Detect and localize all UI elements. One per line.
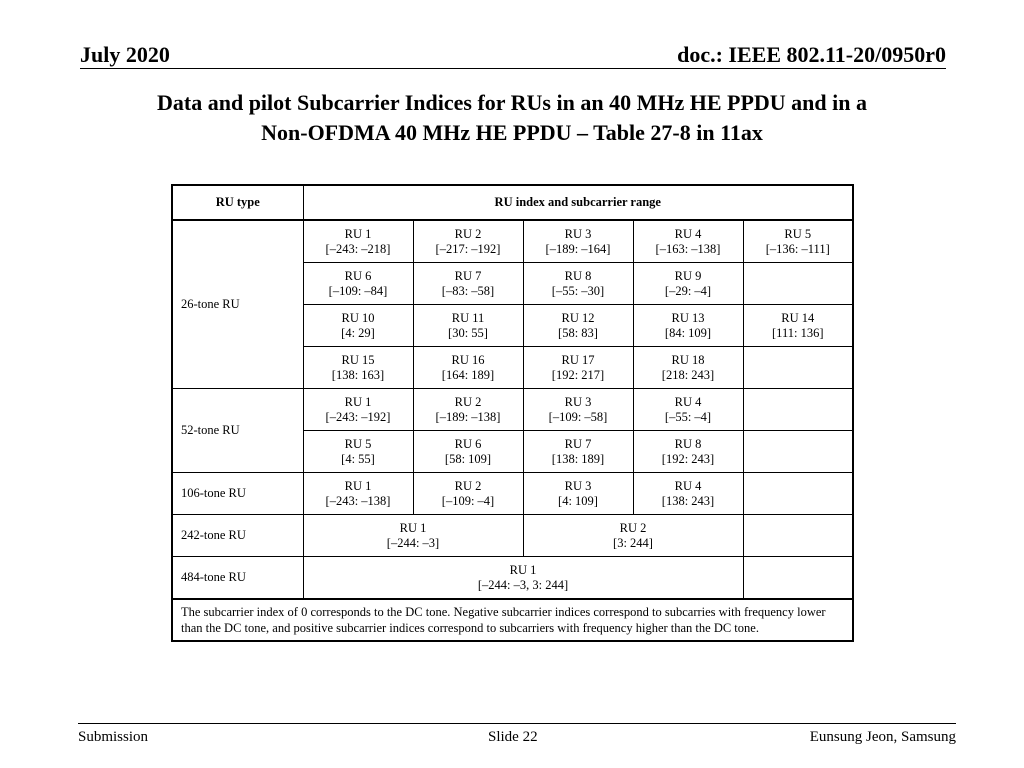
ru-index: RU 5 [784, 226, 812, 241]
ru-range: [–244: –3] [386, 535, 440, 550]
header-ru-type: RU type [172, 185, 303, 220]
ru-cell [413, 473, 523, 515]
ru-range: [–189: –164] [545, 241, 611, 256]
ru-cell [523, 473, 633, 515]
ru-range: [138: 189] [551, 451, 605, 466]
table-row [172, 515, 853, 557]
ru-range: [4: 29] [341, 325, 375, 340]
ru-cell [523, 515, 743, 557]
slide-title [60, 88, 964, 148]
ru-index: RU 4 [674, 394, 702, 409]
ru-range: [–136: –111] [765, 241, 830, 256]
ru-subcarrier-table [171, 184, 854, 642]
ru-index: RU 1 [399, 520, 427, 535]
ru-range: [192: 243] [661, 451, 715, 466]
ru-range: [218: 243] [661, 367, 715, 382]
ru-range: [138: 163] [331, 367, 385, 382]
header-divider [80, 68, 946, 69]
ru-index: RU 10 [341, 310, 375, 325]
ru-index: RU 7 [564, 436, 592, 451]
ru-range: [–244: –3, 3: 244] [477, 577, 569, 592]
ru-index: RU 1 [509, 562, 537, 577]
ru-index: RU 9 [674, 268, 702, 283]
ru-cell [303, 515, 523, 557]
ru-range: [58: 109] [444, 451, 492, 466]
ru-index: RU 12 [561, 310, 595, 325]
ru-type-26: 26-tone RU [172, 220, 303, 389]
ru-index: RU 3 [564, 226, 592, 241]
ru-range: [–109: –4] [441, 493, 495, 508]
ru-index: RU 3 [564, 478, 592, 493]
empty-cell [743, 263, 853, 305]
ru-index: RU 5 [344, 436, 372, 451]
ru-range: [192: 217] [551, 367, 605, 382]
ru-index: RU 4 [674, 226, 702, 241]
ru-cell [523, 263, 633, 305]
ru-cell [303, 347, 413, 389]
footer-submission: Submission [78, 729, 149, 745]
ru-cell [303, 389, 413, 431]
ru-range: [–163: –138] [655, 241, 721, 256]
ru-index: RU 11 [451, 310, 485, 325]
ru-cell [413, 431, 523, 473]
ru-cell [633, 263, 743, 305]
ru-index: RU 8 [674, 436, 702, 451]
table-row [172, 389, 853, 431]
ru-index: RU 18 [671, 352, 705, 367]
ru-cell [523, 389, 633, 431]
ru-index: RU 14 [781, 310, 815, 325]
ru-range: [4: 109] [558, 493, 598, 508]
ru-index: RU 3 [564, 394, 592, 409]
ru-index: RU 7 [454, 268, 482, 283]
ru-cell [303, 263, 413, 305]
table-row [172, 220, 853, 263]
ru-cell [413, 305, 523, 347]
footer-author: Eunsung Jeon, Samsung [809, 729, 956, 745]
ru-range: [58: 83] [558, 325, 598, 340]
ru-cell [633, 431, 743, 473]
ru-range: [–55: –30] [551, 283, 605, 298]
ru-cell [413, 263, 523, 305]
ru-range: [164: 189] [441, 367, 495, 382]
footer-divider [78, 723, 956, 724]
ru-cell [633, 305, 743, 347]
ru-index: RU 1 [344, 226, 372, 241]
ru-range: [–217: –192] [435, 241, 501, 256]
ru-cell [523, 220, 633, 263]
ru-cell [303, 473, 413, 515]
empty-cell [743, 515, 853, 557]
ru-index: RU 6 [344, 268, 372, 283]
ru-cell [523, 347, 633, 389]
ru-range: [–189: –138] [435, 409, 501, 424]
ru-range: [–29: –4] [664, 283, 712, 298]
ru-cell [523, 431, 633, 473]
ru-index: RU 1 [344, 394, 372, 409]
slide-title-line-2: Non-OFDMA 40 MHz HE PPDU – Table 27-8 in 11ax [261, 120, 763, 145]
ru-cell [633, 473, 743, 515]
ru-cell [413, 389, 523, 431]
ru-range: [4: 55] [341, 451, 375, 466]
ru-range: [3: 244] [613, 535, 653, 550]
ru-cell [633, 220, 743, 263]
ru-index: RU 6 [454, 436, 482, 451]
empty-cell [743, 557, 853, 600]
footer-slide-number: Slide 22 [488, 729, 538, 745]
ru-cell [413, 347, 523, 389]
ru-type-106: 106-tone RU [172, 473, 303, 515]
table-row [172, 557, 853, 600]
ru-cell [303, 305, 413, 347]
header-date: July 2020 [80, 42, 170, 67]
ru-index: RU 16 [451, 352, 485, 367]
ru-range: [111: 136] [772, 325, 824, 340]
ru-range: [–109: –84] [328, 283, 388, 298]
ru-index: RU 2 [454, 478, 482, 493]
ru-cell [633, 347, 743, 389]
ru-type-52: 52-tone RU [172, 389, 303, 473]
ru-index: RU 13 [671, 310, 705, 325]
ru-cell [413, 220, 523, 263]
ru-range: [138: 243] [661, 493, 715, 508]
empty-cell [743, 347, 853, 389]
ru-range: [–243: –192] [325, 409, 391, 424]
table-row [172, 473, 853, 515]
ru-range: [84: 109] [664, 325, 712, 340]
ru-cell [743, 305, 853, 347]
ru-cell [743, 220, 853, 263]
ru-index: RU 2 [454, 394, 482, 409]
ru-range: [30: 55] [448, 325, 488, 340]
ru-range: [–109: –58] [548, 409, 608, 424]
ru-cell [303, 220, 413, 263]
ru-type-484: 484-tone RU [172, 557, 303, 600]
ru-cell [523, 305, 633, 347]
ru-index: RU 2 [619, 520, 647, 535]
ru-cell [633, 389, 743, 431]
ru-range: [–55: –4] [664, 409, 712, 424]
ru-index: RU 15 [341, 352, 375, 367]
ru-index: RU 4 [674, 478, 702, 493]
ru-index: RU 1 [344, 478, 372, 493]
empty-cell [743, 473, 853, 515]
ru-cell [303, 431, 413, 473]
table-note: The subcarrier index of 0 corresponds to the DC tone. Negative subcarrier indices correspond to subcarries with frequency lower than the DC tone, and positive subcarrier indices correspond to subcarriers with frequency higher than the DC tone. [172, 599, 853, 641]
header-ru-index-range: RU index and subcarrier range [303, 185, 853, 220]
ru-range: [–243: –138] [325, 493, 391, 508]
header-doc-id: doc.: IEEE 802.11-20/0950r0 [677, 42, 946, 67]
ru-type-242: 242-tone RU [172, 515, 303, 557]
ru-range: [–243: –218] [325, 241, 391, 256]
ru-range: [–83: –58] [441, 283, 495, 298]
empty-cell [743, 389, 853, 431]
slide-title-line-1: Data and pilot Subcarrier Indices for RUs in an 40 MHz HE PPDU and in a [157, 90, 867, 115]
ru-index: RU 17 [561, 352, 595, 367]
ru-index: RU 8 [564, 268, 592, 283]
ru-index: RU 2 [454, 226, 482, 241]
ru-cell [303, 557, 743, 600]
empty-cell [743, 431, 853, 473]
